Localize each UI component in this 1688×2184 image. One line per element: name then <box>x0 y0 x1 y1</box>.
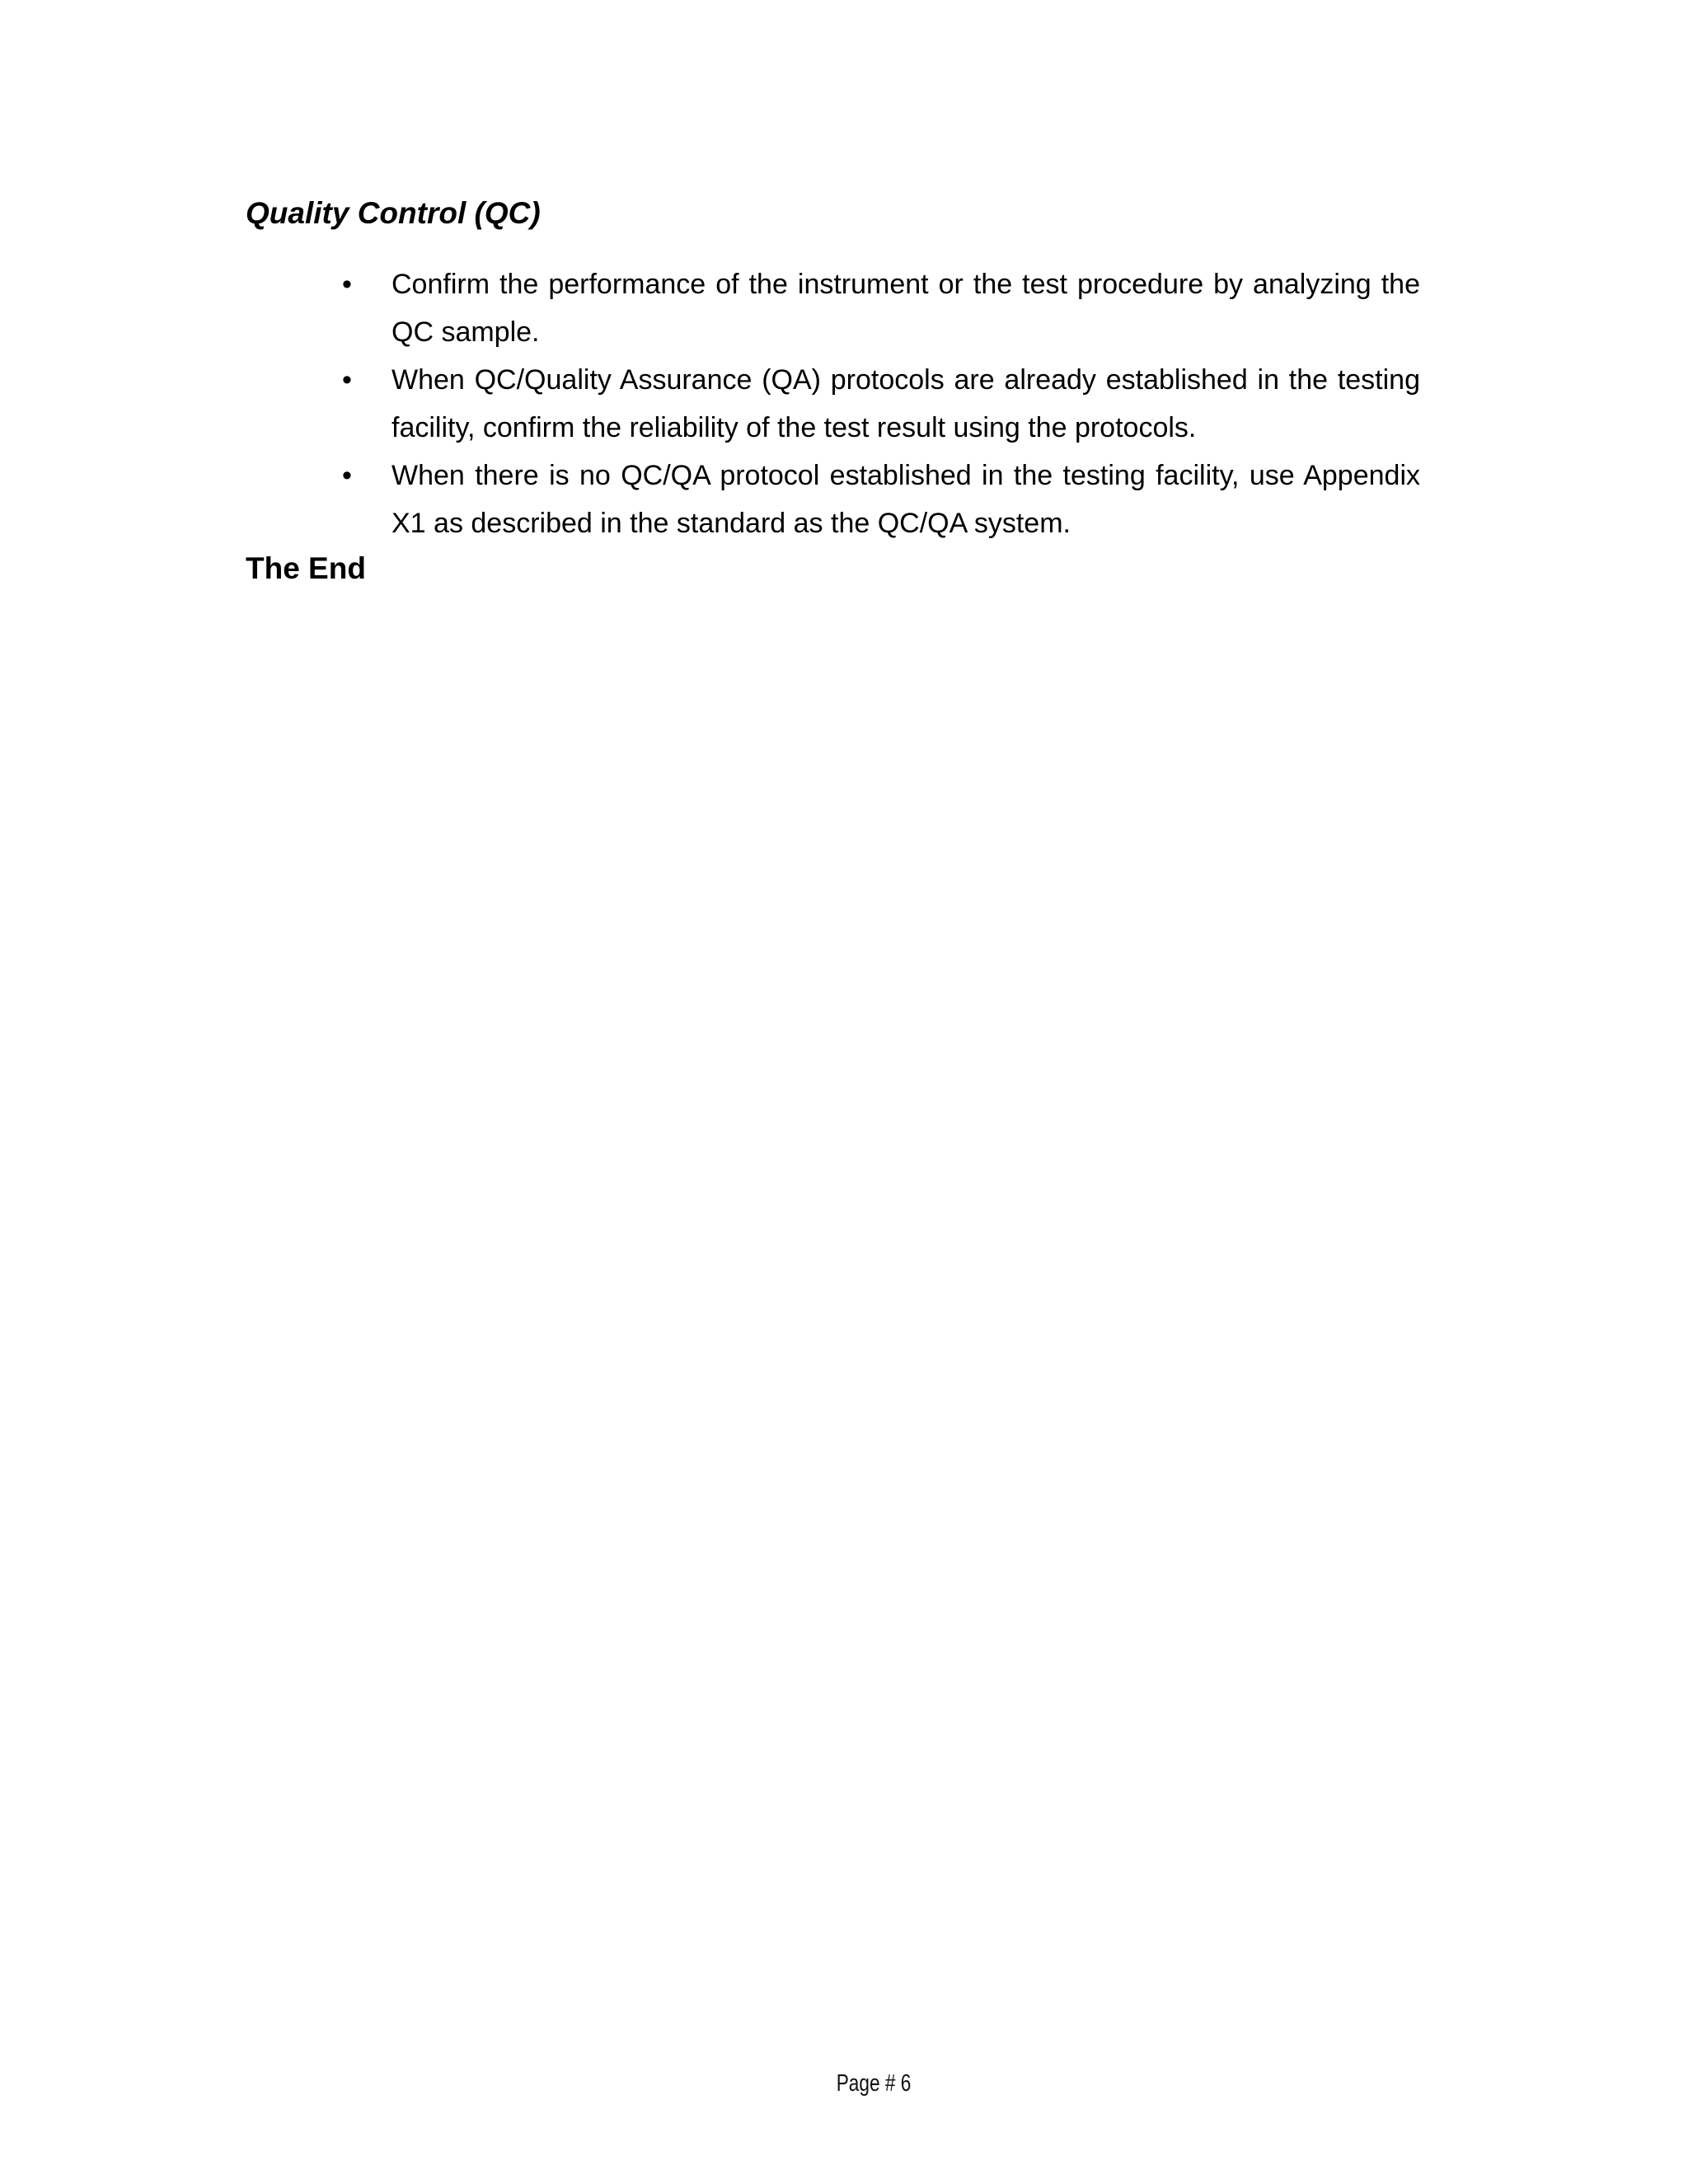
bullet-list <box>246 260 1420 547</box>
list-item <box>246 452 1420 547</box>
page-number-footer: Page # 6 <box>836 2070 912 2097</box>
end-heading: The End <box>246 551 366 585</box>
list-item <box>246 260 1420 356</box>
bullet-marker: • <box>342 269 352 300</box>
list-item <box>246 356 1420 452</box>
list-item-text: When there is no QC/QA protocol established in the testing facility, use Appendix X1 as described in the standard as the QC/QA system. <box>392 460 1420 539</box>
list-item-text: Confirm the performance of the instrument or the test procedure by analyzing the QC sample. <box>392 269 1420 348</box>
section-heading: Quality Control (QC) <box>246 196 541 230</box>
bullet-marker: • <box>342 364 352 396</box>
bullet-marker: • <box>342 460 352 491</box>
list-item-text: When QC/Quality Assurance (QA) protocols are already established in the testing facility, confirm the reliability of the test result using the protocols. <box>392 364 1420 443</box>
